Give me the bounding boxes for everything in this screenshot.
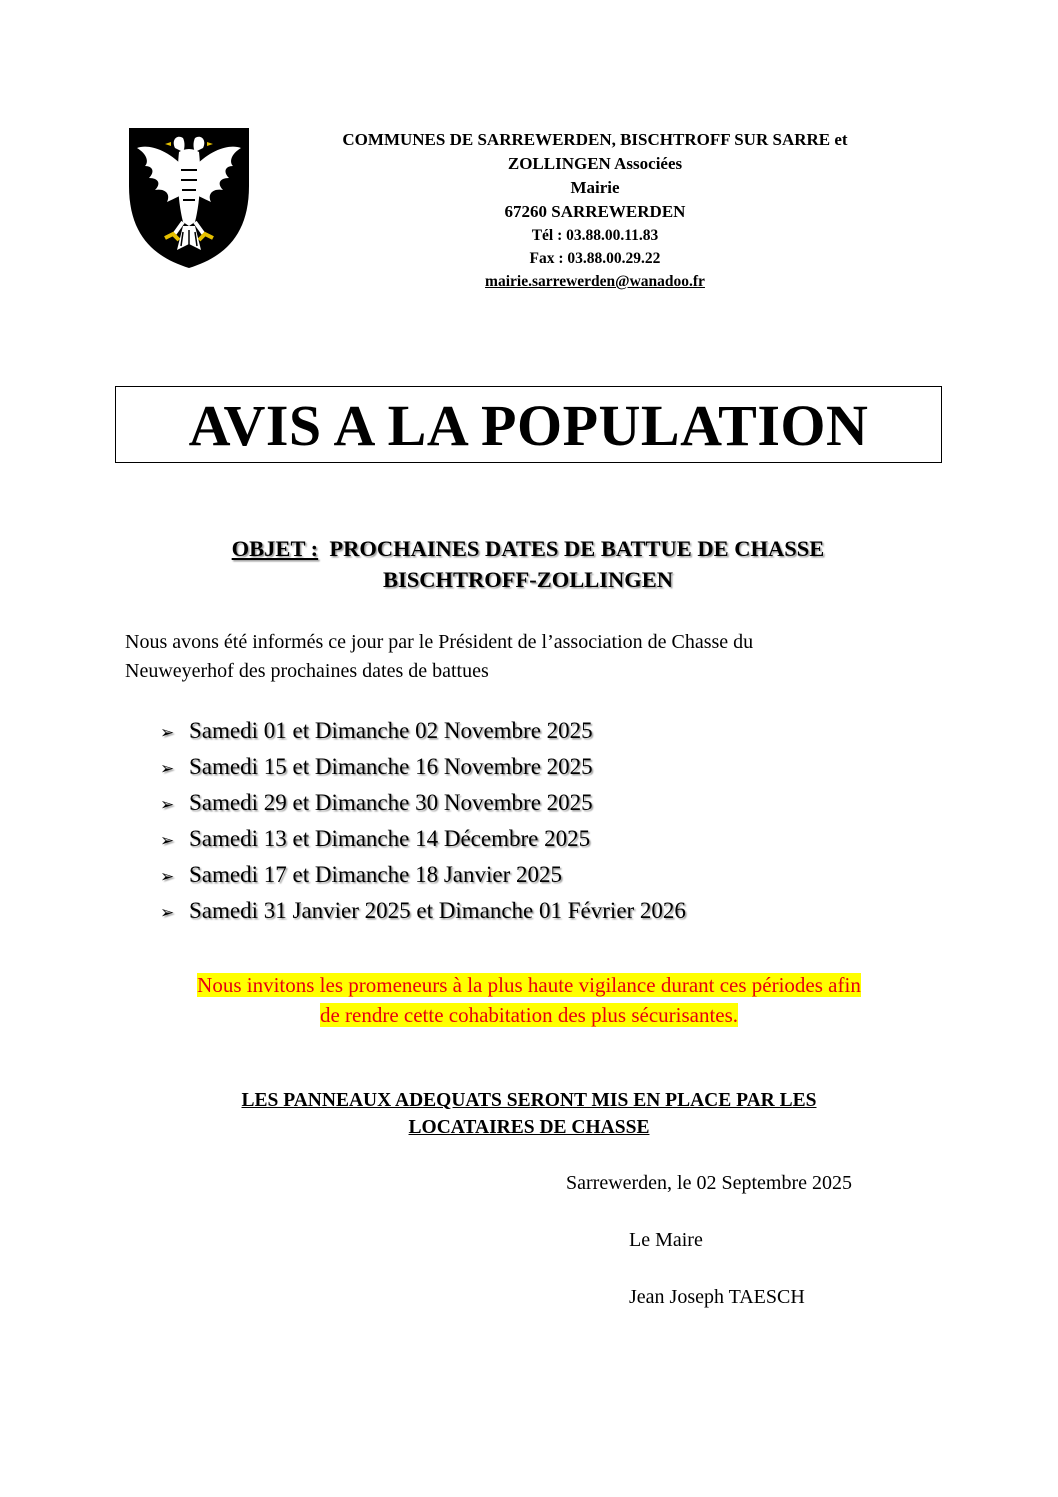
intro-line2: Neuweyerhof des prochaines dates de battues xyxy=(125,660,489,682)
subject-label: OBJET : xyxy=(231,536,319,561)
date-text: Samedi 13 et Dimanche 14 Décembre 2025 xyxy=(189,826,591,851)
date-text: Samedi 15 et Dimanche 16 Novembre 2025 xyxy=(189,754,593,779)
list-item xyxy=(160,858,686,894)
arrow-bullet-icon: ➢ xyxy=(160,867,175,887)
intro-paragraph xyxy=(125,628,925,686)
vigilance-warning xyxy=(110,970,948,1030)
subject-line2: BISCHTROFF-ZOLLINGEN xyxy=(382,567,674,592)
list-item xyxy=(160,786,686,822)
subject xyxy=(110,533,946,595)
hunt-dates-list xyxy=(160,714,686,930)
letterhead-communes: COMMUNES DE SARREWERDEN, BISCHTROFF SUR SARRE et xyxy=(342,130,848,149)
subject-line1: PROCHAINES DATES DE BATTUE DE CHASSE xyxy=(329,536,825,561)
letterhead-phone: Tél : 03.88.00.11.83 xyxy=(531,227,659,244)
arrow-bullet-icon: ➢ xyxy=(160,723,175,743)
signage-line2: LOCATAIRES DE CHASSE xyxy=(408,1117,650,1138)
warning-line1: Nous invitons les promeneurs à la plus haute vigilance durant ces périodes afin xyxy=(197,973,861,997)
letterhead-address: 67260 SARREWERDEN xyxy=(504,202,686,221)
letterhead-mairie: Mairie xyxy=(570,178,620,197)
intro-line1: Nous avons été informés ce jour par le Président de l’association de Chasse du xyxy=(125,631,754,653)
letterhead xyxy=(255,128,935,293)
list-item xyxy=(160,714,686,750)
date-text: Samedi 17 et Dimanche 18 Janvier 2025 xyxy=(189,862,563,887)
list-item xyxy=(160,750,686,786)
arrow-bullet-icon: ➢ xyxy=(160,903,175,923)
list-item xyxy=(160,822,686,858)
date-text: Samedi 29 et Dimanche 30 Novembre 2025 xyxy=(189,790,593,815)
list-item xyxy=(160,894,686,930)
coat-of-arms-eagle-icon xyxy=(125,126,253,270)
date-text: Samedi 31 Janvier 2025 et Dimanche 01 Février 2026 xyxy=(189,898,686,923)
signer-name: Jean Joseph TAESCH xyxy=(629,1286,805,1308)
arrow-bullet-icon: ➢ xyxy=(160,795,175,815)
arrow-bullet-icon: ➢ xyxy=(160,831,175,851)
signer-role: Le Maire xyxy=(629,1229,703,1251)
arrow-bullet-icon: ➢ xyxy=(160,759,175,779)
signage-line1: LES PANNEAUX ADEQUATS SERONT MIS EN PLACE PAR LES xyxy=(241,1090,817,1111)
notice-title: AVIS A LA POPULATION xyxy=(115,386,942,463)
letterhead-fax: Fax : 03.88.00.29.22 xyxy=(529,250,661,267)
place-and-date: Sarrewerden, le 02 Septembre 2025 xyxy=(566,1172,853,1194)
signage-notice xyxy=(110,1087,948,1141)
warning-line2: de rendre cette cohabitation des plus sécurisantes. xyxy=(319,1003,739,1027)
letterhead-zollingen: ZOLLINGEN Associées xyxy=(507,154,683,173)
letterhead-email-link[interactable]: mairie.sarrewerden@wanadoo.fr xyxy=(485,273,705,290)
date-text: Samedi 01 et Dimanche 02 Novembre 2025 xyxy=(189,718,593,743)
